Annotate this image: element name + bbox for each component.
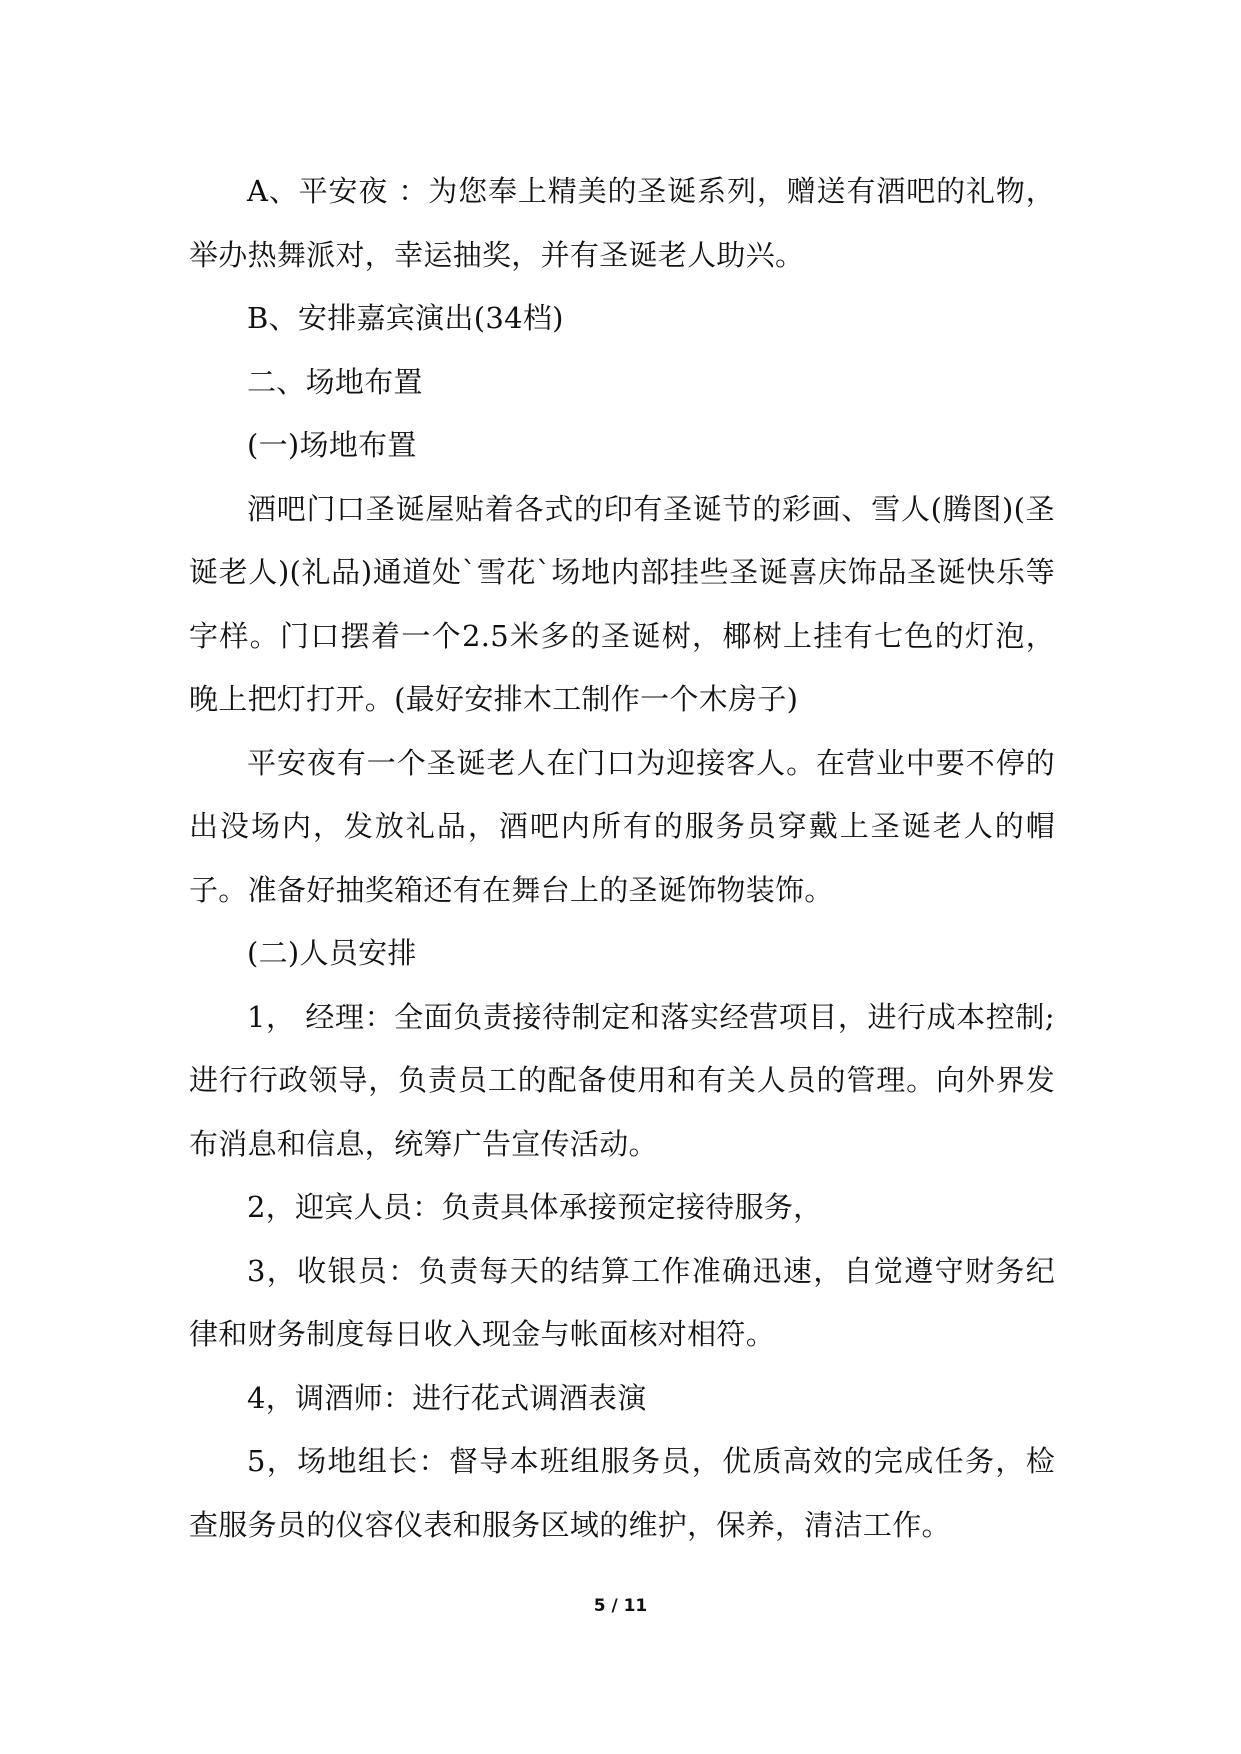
- subheading-staff: (二)人员安排: [247, 936, 417, 970]
- page-number: 5 / 11: [593, 1596, 648, 1616]
- section-heading-venue: 二、场地布置: [247, 364, 423, 399]
- list-item-bartender: 4，调酒师：进行花式调酒表演: [247, 1380, 647, 1415]
- paragraph-decorations: 酒吧门口圣诞屋贴着各式的印有圣诞节的彩画、雪人(腾图)(圣诞老人)(礼品)通道处`雪花`场地内部挂些圣诞喜庆饰品圣诞快乐等字样。门口摆着一个2.5米多的圣诞树，椰树上挂有七色的灯泡，晚上把灯打开。(最好安排木工制作一个木房子): [189, 491, 1055, 716]
- paragraph-guest-show: B、安排嘉宾演出(34档): [247, 301, 564, 335]
- paragraph-gift-party: A、平安夜 ：为您奉上精美的圣诞系列，赠送有酒吧的礼物，举办热舞派对，幸运抽奖，并有圣诞老人助兴。: [189, 174, 1055, 272]
- subheading-venue-layout: (一)场地布置: [247, 428, 417, 462]
- list-item-cashier: 3，收银员：负责每天的结算工作准确迅速，自觉遵守财务纪律和财务制度每日收入现金与帐面核对相符。: [189, 1253, 1055, 1351]
- list-item-greeter: 2，迎宾人员：负责具体承接预定接待服务，: [247, 1190, 823, 1224]
- paragraph-santa: 平安夜有一个圣诞老人在门口为迎接客人。在营业中要不停的出没场内，发放礼品，酒吧内所有的服务员穿戴上圣诞老人的帽子。准备好抽奖箱还有在舞台上的圣诞饰物装饰。: [189, 745, 1055, 907]
- document-body: [189, 160, 1055, 1557]
- list-item-manager: 1， 经理：全面负责接待制定和落实经营项目，进行成本控制;进行行政领导，负责员工的配备使用和有关人员的管理。向外界发布消息和信息，统筹广告宣传活动。: [189, 999, 1055, 1161]
- list-item-floor-leader: 5，场地组长：督导本班组服务员，优质高效的完成任务，检查服务员的仪容仪表和服务区域的维护，保养，清洁工作。: [189, 1444, 1055, 1542]
